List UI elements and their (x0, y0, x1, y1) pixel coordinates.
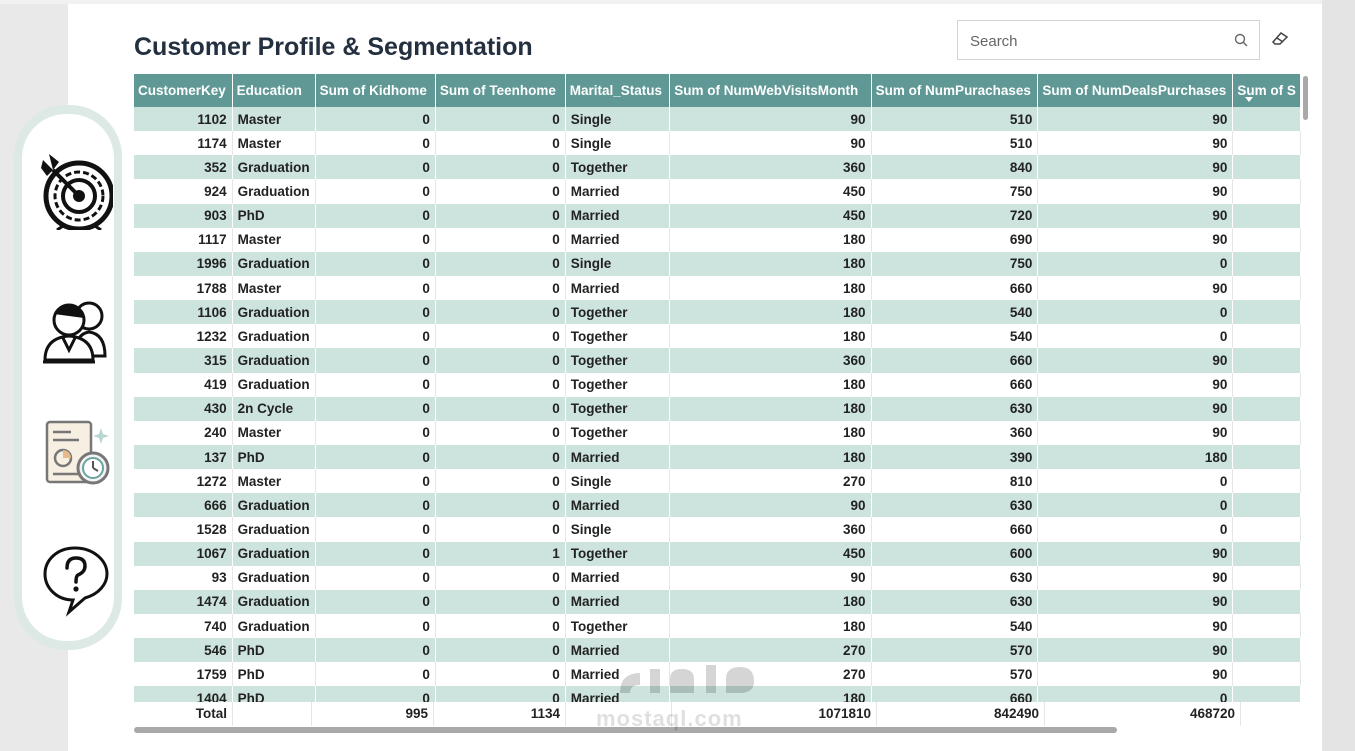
table-cell: 0 (315, 252, 435, 276)
table-cell: Married (565, 686, 670, 702)
table-cell: Married (565, 228, 670, 252)
table-cell: Together (565, 300, 670, 324)
table-cell: Married (565, 662, 670, 686)
side-navigation-panel (22, 114, 114, 641)
table-cell: 0 (435, 566, 565, 590)
table-cell: 90 (1038, 542, 1233, 566)
table-cell: 0 (315, 566, 435, 590)
table-cell: 0 (315, 638, 435, 662)
table-cell: PhD (232, 445, 315, 469)
table-cell: PhD (232, 204, 315, 228)
table-cell: Master (232, 228, 315, 252)
table-cell: Married (565, 493, 670, 517)
table-cell: Single (565, 469, 670, 493)
mostaql-watermark-logo (610, 655, 760, 705)
table-row[interactable] (134, 324, 1301, 348)
table-cell: 750 (871, 252, 1038, 276)
table-cell: 660 (871, 348, 1038, 372)
table-cell: 0 (315, 228, 435, 252)
table-cell: 240 (134, 421, 232, 445)
table-cell: 0 (435, 662, 565, 686)
column-header[interactable]: Sum of NumDealsPurchases (1038, 74, 1233, 107)
table-cell (1233, 131, 1301, 155)
column-header[interactable]: Sum of Teenhome (435, 74, 565, 107)
table-cell: Graduation (232, 614, 315, 638)
table-cell: 0 (435, 638, 565, 662)
table-cell: Master (232, 421, 315, 445)
table-cell: 0 (435, 348, 565, 372)
watermark-text: mostaql.com (596, 706, 743, 731)
table-cell: 90 (1038, 131, 1233, 155)
table-cell: 630 (871, 566, 1038, 590)
total-education-empty (233, 702, 312, 726)
table-cell: Graduation (232, 300, 315, 324)
table-row[interactable] (134, 204, 1301, 228)
table-cell: 0 (315, 276, 435, 300)
table-cell: 0 (315, 421, 435, 445)
table-cell: Married (565, 204, 670, 228)
page-title: Customer Profile & Segmentation (134, 33, 533, 61)
table-cell: Together (565, 348, 670, 372)
table-cell: Graduation (232, 566, 315, 590)
table-cell (1233, 469, 1301, 493)
table-cell: 90 (1038, 348, 1233, 372)
table-cell: Graduation (232, 155, 315, 179)
table-cell (1233, 107, 1301, 131)
table-cell (1233, 252, 1301, 276)
table-cell: 0 (435, 590, 565, 614)
table-cell: 0 (435, 155, 565, 179)
table-cell (1233, 228, 1301, 252)
table-cell: 360 (871, 421, 1038, 445)
table-cell: Master (232, 469, 315, 493)
table-cell: 270 (670, 638, 871, 662)
table-cell: Married (565, 445, 670, 469)
table-cell: 0 (315, 590, 435, 614)
table-cell: 0 (315, 373, 435, 397)
table-cell: 0 (315, 614, 435, 638)
total-purchases: 842490 (877, 702, 1045, 726)
table-row[interactable] (134, 493, 1301, 517)
table-cell: 90 (1038, 179, 1233, 203)
table-cell: 740 (134, 614, 232, 638)
table-cell: Graduation (232, 542, 315, 566)
table-cell: 90 (1038, 566, 1233, 590)
table-cell: PhD (232, 686, 315, 702)
table-cell: Together (565, 155, 670, 179)
table-cell: Together (565, 421, 670, 445)
table-cell: 0 (435, 107, 565, 131)
table-cell: 180 (670, 373, 871, 397)
table-cell: Master (232, 107, 315, 131)
column-header[interactable]: Sum of Kidhome (315, 74, 435, 107)
table-cell: 90 (1038, 276, 1233, 300)
table-cell: 690 (871, 228, 1038, 252)
table-cell: 0 (315, 662, 435, 686)
table-cell: Married (565, 590, 670, 614)
table-cell: 1759 (134, 662, 232, 686)
table-cell: 0 (315, 397, 435, 421)
table-cell: 0 (435, 373, 565, 397)
table-cell (1233, 324, 1301, 348)
table-cell: 0 (1038, 469, 1233, 493)
table-cell: 0 (435, 445, 565, 469)
table-row[interactable] (134, 373, 1301, 397)
table-row[interactable] (134, 397, 1301, 421)
table-cell: 430 (134, 397, 232, 421)
table-cell (1233, 397, 1301, 421)
table-cell: 0 (315, 348, 435, 372)
table-body (134, 107, 1301, 702)
table-cell: 90 (670, 107, 871, 131)
table-cell (1233, 638, 1301, 662)
table-cell: 750 (871, 179, 1038, 203)
eraser-icon[interactable] (1271, 30, 1289, 46)
nav-report-button[interactable] (39, 414, 113, 494)
table-cell: 0 (435, 686, 565, 702)
table-cell: Master (232, 131, 315, 155)
total-deals: 468720 (1045, 702, 1241, 726)
table-cell (1233, 276, 1301, 300)
table-cell: 90 (670, 566, 871, 590)
table-cell: 1106 (134, 300, 232, 324)
table-cell: 0 (315, 517, 435, 541)
table-cell: 90 (1038, 614, 1233, 638)
table-cell (1233, 566, 1301, 590)
table-cell: 1996 (134, 252, 232, 276)
table-cell: 0 (315, 155, 435, 179)
table-cell: 180 (670, 324, 871, 348)
table-cell: 0 (315, 469, 435, 493)
table-row[interactable] (134, 517, 1301, 541)
column-header[interactable]: CustomerKey (134, 74, 232, 107)
table-cell: 0 (435, 204, 565, 228)
nav-help-button[interactable] (39, 538, 113, 618)
table-cell (1233, 373, 1301, 397)
table-cell: 1272 (134, 469, 232, 493)
table-cell: 90 (1038, 638, 1233, 662)
column-header[interactable]: Sum of NumPurachases (871, 74, 1038, 107)
table-cell: 1174 (134, 131, 232, 155)
table-cell: 0 (315, 204, 435, 228)
table-cell (1233, 662, 1301, 686)
table-cell: 600 (871, 542, 1038, 566)
table-cell: 0 (435, 421, 565, 445)
table-cell: 90 (670, 131, 871, 155)
table-cell: 924 (134, 179, 232, 203)
table-cell: 630 (871, 590, 1038, 614)
table-cell: 660 (871, 276, 1038, 300)
table-cell: 540 (871, 324, 1038, 348)
table-cell: 0 (315, 542, 435, 566)
table-row[interactable] (134, 445, 1301, 469)
table-cell: 137 (134, 445, 232, 469)
table-cell (1233, 686, 1301, 702)
table-cell (1233, 614, 1301, 638)
table-cell: 180 (670, 614, 871, 638)
table-cell: Graduation (232, 493, 315, 517)
vertical-scrollbar[interactable] (1303, 76, 1308, 120)
people-icon (39, 286, 113, 366)
table-cell: PhD (232, 638, 315, 662)
table-cell: 0 (315, 179, 435, 203)
report-clock-icon (39, 414, 113, 494)
side-navigation (14, 105, 122, 650)
table-cell: 630 (871, 493, 1038, 517)
nav-customers-button[interactable] (39, 286, 113, 366)
table-cell: 270 (670, 469, 871, 493)
table-cell: 0 (1038, 493, 1233, 517)
table-cell: 1474 (134, 590, 232, 614)
table-row[interactable] (134, 252, 1301, 276)
table-cell: 2n Cycle (232, 397, 315, 421)
table-row[interactable] (134, 348, 1301, 372)
search-box (957, 20, 1260, 60)
table-row[interactable] (134, 179, 1301, 203)
table-cell (1233, 155, 1301, 179)
table-cell: 90 (670, 493, 871, 517)
table-cell: 840 (871, 155, 1038, 179)
table-cell: 90 (1038, 421, 1233, 445)
table-row[interactable] (134, 614, 1301, 638)
table-cell: Graduation (232, 348, 315, 372)
table-cell: 270 (670, 662, 871, 686)
table-cell: 570 (871, 662, 1038, 686)
table-cell: 90 (1038, 204, 1233, 228)
table-cell: Single (565, 252, 670, 276)
table-cell: 660 (871, 686, 1038, 702)
table-cell: Graduation (232, 324, 315, 348)
table-cell (1233, 179, 1301, 203)
total-teenhome: 1134 (434, 702, 566, 726)
table-cell: 0 (1038, 300, 1233, 324)
table-cell: 903 (134, 204, 232, 228)
table-cell: 0 (435, 252, 565, 276)
table-cell: 180 (1038, 445, 1233, 469)
table-cell: Together (565, 397, 670, 421)
table-cell: 450 (670, 542, 871, 566)
table-cell: 180 (670, 228, 871, 252)
table-cell: 510 (871, 131, 1038, 155)
table-cell: 93 (134, 566, 232, 590)
table-row[interactable] (134, 566, 1301, 590)
table-cell: 360 (670, 517, 871, 541)
table-cell: 90 (1038, 397, 1233, 421)
table-cell: 90 (1038, 107, 1233, 131)
table-cell: Together (565, 324, 670, 348)
table-cell: 90 (1038, 373, 1233, 397)
table-cell: 540 (871, 614, 1038, 638)
table-cell: 0 (1038, 686, 1233, 702)
table-cell: 0 (315, 493, 435, 517)
table-cell: 0 (435, 517, 565, 541)
sort-descending-icon[interactable] (1245, 97, 1253, 102)
table-cell: Married (565, 638, 670, 662)
customer-table (134, 74, 1301, 702)
table-cell: Together (565, 373, 670, 397)
table-cell: 0 (435, 397, 565, 421)
table-cell (1233, 348, 1301, 372)
table-cell: 1 (435, 542, 565, 566)
table-cell: 180 (670, 590, 871, 614)
nav-target-button[interactable] (39, 150, 113, 230)
table-cell: 1528 (134, 517, 232, 541)
table-cell: 0 (1038, 324, 1233, 348)
column-header[interactable]: Marital_Status (565, 74, 670, 107)
table-cell: 720 (871, 204, 1038, 228)
table-cell: Married (565, 566, 670, 590)
table-cell: 1404 (134, 686, 232, 702)
table-cell: Graduation (232, 517, 315, 541)
table-cell: Together (565, 542, 670, 566)
table-cell: 180 (670, 276, 871, 300)
column-header[interactable]: Sum of S (1233, 74, 1301, 107)
help-question-icon (39, 538, 113, 618)
table-cell: 0 (1038, 517, 1233, 541)
search-input[interactable] (968, 29, 1222, 53)
table-cell: 450 (670, 179, 871, 203)
table-cell: 450 (670, 204, 871, 228)
table-cell: 1067 (134, 542, 232, 566)
data-table (134, 74, 1301, 702)
table-cell: 0 (315, 131, 435, 155)
table-cell: 630 (871, 397, 1038, 421)
table-cell: 0 (435, 276, 565, 300)
table-cell (1233, 493, 1301, 517)
table-row[interactable] (134, 421, 1301, 445)
table-cell: 90 (1038, 662, 1233, 686)
total-label: Total (134, 702, 233, 726)
table-header-row (134, 74, 1301, 107)
table-cell: 180 (670, 686, 871, 702)
table-cell: 666 (134, 493, 232, 517)
table-cell: 90 (1038, 590, 1233, 614)
table-cell (1233, 445, 1301, 469)
table-cell: 419 (134, 373, 232, 397)
table-cell: 510 (871, 107, 1038, 131)
table-cell: 0 (1038, 252, 1233, 276)
table-cell (1233, 542, 1301, 566)
table-cell: 0 (435, 300, 565, 324)
table-cell: 0 (315, 686, 435, 702)
table-cell: 90 (1038, 155, 1233, 179)
target-arrow-icon (39, 150, 113, 230)
table-cell: 390 (871, 445, 1038, 469)
table-cell: 180 (670, 252, 871, 276)
table-cell: Graduation (232, 373, 315, 397)
table-cell: 180 (670, 421, 871, 445)
table-cell: Graduation (232, 179, 315, 203)
table-cell: 0 (435, 493, 565, 517)
table-cell: 0 (315, 107, 435, 131)
table-cell: 0 (315, 300, 435, 324)
table-row[interactable] (134, 276, 1301, 300)
table-cell: 810 (871, 469, 1038, 493)
table-cell: 90 (1038, 228, 1233, 252)
table-row[interactable] (134, 542, 1301, 566)
table-cell: Graduation (232, 590, 315, 614)
table-cell: Single (565, 517, 670, 541)
table-cell: 660 (871, 373, 1038, 397)
table-cell: 180 (670, 397, 871, 421)
table-cell (1233, 421, 1301, 445)
table-cell: 0 (435, 469, 565, 493)
table-row[interactable] (134, 300, 1301, 324)
table-cell: 0 (435, 131, 565, 155)
table-cell: 0 (315, 445, 435, 469)
table-cell: 352 (134, 155, 232, 179)
table-cell: 0 (435, 614, 565, 638)
table-cell: Single (565, 107, 670, 131)
table-cell (1233, 517, 1301, 541)
table-row[interactable] (134, 228, 1301, 252)
table-cell: 0 (435, 324, 565, 348)
total-kidhome: 995 (312, 702, 434, 726)
table-cell: 546 (134, 638, 232, 662)
table-cell: Together (565, 614, 670, 638)
table-cell: 360 (670, 155, 871, 179)
table-cell: 0 (435, 228, 565, 252)
table-cell: Master (232, 276, 315, 300)
table-cell: 180 (670, 445, 871, 469)
table-cell: 360 (670, 348, 871, 372)
table-cell: 180 (670, 300, 871, 324)
table-cell: 570 (871, 638, 1038, 662)
table-cell (1233, 590, 1301, 614)
right-margin (1322, 0, 1355, 751)
table-cell: 1117 (134, 228, 232, 252)
table-cell: Graduation (232, 252, 315, 276)
table-cell: Married (565, 276, 670, 300)
table-cell: 0 (315, 324, 435, 348)
table-cell: Married (565, 179, 670, 203)
table-cell: 1102 (134, 107, 232, 131)
table-cell: 315 (134, 348, 232, 372)
column-header[interactable]: Sum of NumWebVisitsMonth (670, 74, 871, 107)
total-web-visits: 1071810 (672, 702, 877, 726)
table-cell: PhD (232, 662, 315, 686)
table-row[interactable] (134, 131, 1301, 155)
search-icon[interactable] (1234, 33, 1248, 47)
table-cell (1233, 204, 1301, 228)
table-row[interactable] (134, 590, 1301, 614)
table-row[interactable] (134, 155, 1301, 179)
table-cell: 1788 (134, 276, 232, 300)
table-row[interactable] (134, 107, 1301, 131)
table-cell: Single (565, 131, 670, 155)
table-cell: 1232 (134, 324, 232, 348)
table-cell: 660 (871, 517, 1038, 541)
table-cell: 0 (435, 179, 565, 203)
table-cell (1233, 300, 1301, 324)
column-header[interactable]: Education (232, 74, 315, 107)
table-row[interactable] (134, 469, 1301, 493)
table-cell: 540 (871, 300, 1038, 324)
